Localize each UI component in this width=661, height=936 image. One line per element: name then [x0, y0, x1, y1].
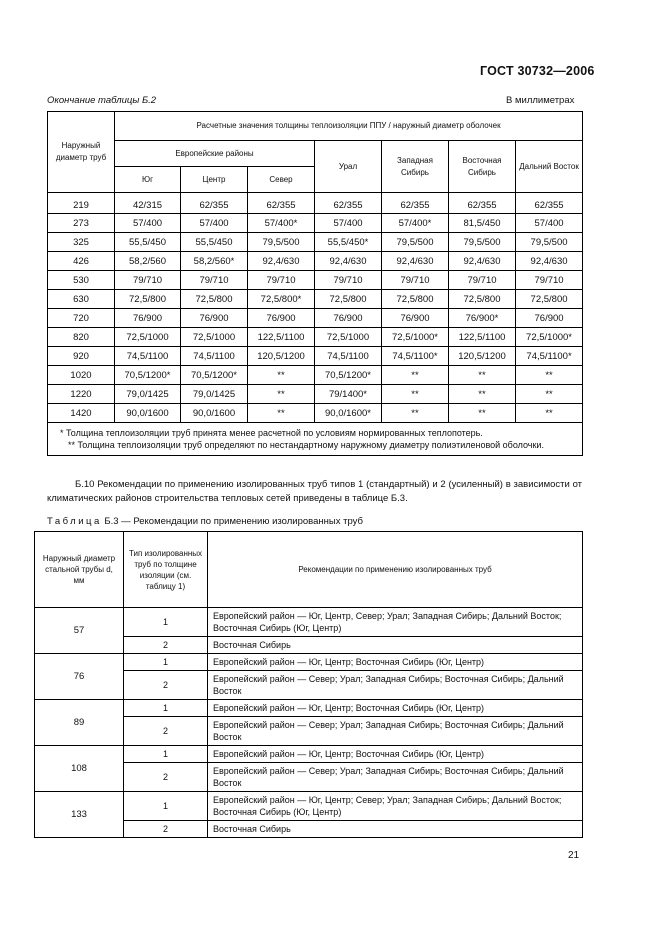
- table-row: [48, 328, 583, 347]
- cell-thickness-value: 70,5/1200*: [115, 366, 181, 385]
- cell-insulation-type: 2: [124, 763, 208, 792]
- cell-insulation-type: 2: [124, 637, 208, 654]
- cell-thickness-value: **: [516, 385, 583, 404]
- header-steel-diameter: Наружный диаметр стальной трубы d, мм: [35, 532, 124, 608]
- cell-insulation-type: 1: [124, 792, 208, 821]
- header-thickness-group: Расчетные значения толщины теплоизоляции ППУ / наружный диаметр оболочек: [115, 112, 583, 141]
- cell-thickness-value: 72,5/800: [516, 290, 583, 309]
- cell-thickness-value: 79,0/1425: [115, 385, 181, 404]
- cell-thickness-value: **: [248, 385, 315, 404]
- cell-thickness-value: 79,5/500: [382, 233, 449, 252]
- cell-steel-diameter: 108: [35, 746, 124, 792]
- cell-thickness-value: 62/355: [315, 193, 382, 214]
- cell-thickness-value: 72,5/800: [449, 290, 516, 309]
- page-number: 21: [568, 850, 580, 861]
- cell-thickness-value: 72,5/800: [315, 290, 382, 309]
- cell-thickness-value: 79/710: [449, 271, 516, 290]
- cell-thickness-value: 79,5/500: [248, 233, 315, 252]
- cell-thickness-value: 76/900: [115, 309, 181, 328]
- cell-thickness-value: 72,5/800*: [248, 290, 315, 309]
- units-label: В миллиметрах: [506, 95, 575, 106]
- cell-thickness-value: **: [449, 366, 516, 385]
- header-north: Север: [248, 167, 315, 193]
- cell-thickness-value: 79/710: [516, 271, 583, 290]
- cell-thickness-value: 79/710: [248, 271, 315, 290]
- cell-recommendation: Восточная Сибирь: [208, 637, 583, 654]
- cell-thickness-value: 76/900: [181, 309, 248, 328]
- cell-thickness-value: 79/710: [115, 271, 181, 290]
- cell-thickness-value: 90,0/1600: [181, 404, 248, 423]
- header-european-regions: Европейские районы: [115, 141, 315, 167]
- cell-pipe-diameter: 426: [48, 252, 115, 271]
- cell-recommendation: Европейский район — Юг, Центр; Север; Урал; Западная Сибирь; Дальний Восток; Восточная Сибирь (Юг, Центр): [208, 792, 583, 821]
- table-row: [48, 385, 583, 404]
- cell-thickness-value: **: [449, 385, 516, 404]
- cell-thickness-value: 76/900: [248, 309, 315, 328]
- cell-thickness-value: 72,5/800: [181, 290, 248, 309]
- header-diameter: Наружный диаметр труб: [48, 112, 115, 193]
- cell-thickness-value: 55,5/450: [115, 233, 181, 252]
- table-b3: [34, 531, 583, 838]
- table-continuation-title: Окончание таблицы Б.2: [47, 95, 157, 106]
- cell-insulation-type: 1: [124, 654, 208, 671]
- table-row: [35, 654, 583, 671]
- cell-thickness-value: **: [382, 366, 449, 385]
- cell-thickness-value: **: [449, 404, 516, 423]
- cell-thickness-value: 62/355: [248, 193, 315, 214]
- cell-thickness-value: 92,4/630: [315, 252, 382, 271]
- cell-thickness-value: 72,5/800: [382, 290, 449, 309]
- cell-thickness-value: 120,5/1200: [449, 347, 516, 366]
- cell-steel-diameter: 89: [35, 700, 124, 746]
- cell-thickness-value: 57/400: [115, 214, 181, 233]
- cell-thickness-value: 72,5/1000: [181, 328, 248, 347]
- header-south: Юг: [115, 167, 181, 193]
- cell-thickness-value: 79/710: [181, 271, 248, 290]
- cell-thickness-value: 62/355: [449, 193, 516, 214]
- table-row: [35, 700, 583, 717]
- document-code: ГОСТ 30732—2006: [480, 64, 595, 78]
- table-row: [48, 290, 583, 309]
- cell-thickness-value: 57/400*: [248, 214, 315, 233]
- cell-thickness-value: 72,5/1000: [115, 328, 181, 347]
- cell-steel-diameter: 133: [35, 792, 124, 838]
- cell-thickness-value: 72,5/1000*: [382, 328, 449, 347]
- cell-thickness-value: 42/315: [115, 193, 181, 214]
- cell-thickness-value: 92,4/630: [248, 252, 315, 271]
- cell-thickness-value: 74,5/1100*: [382, 347, 449, 366]
- table-row: [48, 193, 583, 214]
- cell-recommendation: Европейский район — Юг, Центр; Восточная Сибирь (Юг, Центр): [208, 654, 583, 671]
- cell-pipe-diameter: 720: [48, 309, 115, 328]
- cell-thickness-value: 57/400: [181, 214, 248, 233]
- cell-recommendation: Европейский район — Север; Урал; Западная Сибирь; Восточная Сибирь; Дальний Восток: [208, 717, 583, 746]
- cell-thickness-value: 79,5/500: [449, 233, 516, 252]
- cell-thickness-value: 55,5/450: [181, 233, 248, 252]
- table-b2: [47, 111, 583, 456]
- cell-thickness-value: 72,5/800: [115, 290, 181, 309]
- cell-thickness-value: **: [248, 404, 315, 423]
- cell-thickness-value: 74,5/1100: [315, 347, 382, 366]
- cell-thickness-value: 122,5/1100: [248, 328, 315, 347]
- cell-thickness-value: 92,4/630: [449, 252, 516, 271]
- cell-pipe-diameter: 530: [48, 271, 115, 290]
- cell-insulation-type: 2: [124, 821, 208, 838]
- cell-thickness-value: 90,0/1600: [115, 404, 181, 423]
- table-row: [35, 746, 583, 763]
- cell-thickness-value: 70,5/1200*: [315, 366, 382, 385]
- cell-thickness-value: **: [382, 404, 449, 423]
- table-b3-title-rest: Б.3 — Рекомендации по применению изолированных труб: [101, 516, 363, 527]
- cell-thickness-value: 72,5/1000*: [516, 328, 583, 347]
- cell-pipe-diameter: 325: [48, 233, 115, 252]
- cell-insulation-type: 1: [124, 746, 208, 763]
- cell-thickness-value: 79/710: [315, 271, 382, 290]
- header-recommendations: Рекомендации по применению изолированных труб: [208, 532, 583, 608]
- paragraph-b10: Б.10 Рекомендации по применению изолированных труб типов 1 (стандартный) и 2 (усиленный) в зависимости от климатических районов строительства тепловых сетей приведены в таблице Б.3.: [47, 479, 582, 504]
- table-row: [48, 271, 583, 290]
- table-row: [48, 347, 583, 366]
- cell-thickness-value: 79,0/1425: [181, 385, 248, 404]
- table-row: [35, 792, 583, 821]
- cell-thickness-value: 76/900: [516, 309, 583, 328]
- cell-thickness-value: 57/400: [516, 214, 583, 233]
- header-center: Центр: [181, 167, 248, 193]
- table-row: [48, 309, 583, 328]
- table-b3-title: [47, 516, 363, 527]
- header-west-siberia: Западная Сибирь: [382, 141, 449, 193]
- cell-recommendation: Европейский район — Север; Урал; Западная Сибирь; Восточная Сибирь; Дальний Восток: [208, 763, 583, 792]
- header-ural: Урал: [315, 141, 382, 193]
- cell-thickness-value: 76/900: [382, 309, 449, 328]
- cell-thickness-value: 74,5/1100*: [516, 347, 583, 366]
- cell-thickness-value: 74,5/1100: [181, 347, 248, 366]
- cell-thickness-value: 79/710: [382, 271, 449, 290]
- cell-thickness-value: 58,2/560: [115, 252, 181, 271]
- cell-pipe-diameter: 1220: [48, 385, 115, 404]
- cell-thickness-value: 74,5/1100: [115, 347, 181, 366]
- cell-thickness-value: 79,5/500: [516, 233, 583, 252]
- cell-thickness-value: **: [516, 366, 583, 385]
- cell-thickness-value: 90,0/1600*: [315, 404, 382, 423]
- cell-recommendation: Восточная Сибирь: [208, 821, 583, 838]
- cell-recommendation: Европейский район — Север; Урал; Западная Сибирь; Восточная Сибирь; Дальний Восток: [208, 671, 583, 700]
- header-far-east: Дальний Восток: [516, 141, 583, 193]
- cell-thickness-value: 92,4/630: [516, 252, 583, 271]
- cell-pipe-diameter: 920: [48, 347, 115, 366]
- cell-insulation-type: 1: [124, 700, 208, 717]
- cell-pipe-diameter: 820: [48, 328, 115, 347]
- table-row: [48, 233, 583, 252]
- cell-thickness-value: 81,5/450: [449, 214, 516, 233]
- table-row: [48, 404, 583, 423]
- cell-pipe-diameter: 219: [48, 193, 115, 214]
- cell-insulation-type: 2: [124, 671, 208, 700]
- cell-thickness-value: 72,5/1000: [315, 328, 382, 347]
- cell-thickness-value: 76/900: [315, 309, 382, 328]
- cell-pipe-diameter: 1420: [48, 404, 115, 423]
- cell-thickness-value: 92,4/630: [382, 252, 449, 271]
- cell-recommendation: Европейский район — Юг, Центр, Север; Урал; Западная Сибирь; Дальний Восток; Восточная Сибирь (Юг, Центр): [208, 608, 583, 637]
- cell-recommendation: Европейский район — Юг, Центр; Восточная Сибирь (Юг, Центр): [208, 700, 583, 717]
- cell-thickness-value: 62/355: [181, 193, 248, 214]
- cell-steel-diameter: 57: [35, 608, 124, 654]
- cell-pipe-diameter: 273: [48, 214, 115, 233]
- cell-steel-diameter: 76: [35, 654, 124, 700]
- cell-thickness-value: 55,5/450*: [315, 233, 382, 252]
- table-row: [48, 366, 583, 385]
- cell-thickness-value: 57/400*: [382, 214, 449, 233]
- cell-recommendation: Европейский район — Юг, Центр; Восточная Сибирь (Юг, Центр): [208, 746, 583, 763]
- cell-insulation-type: 1: [124, 608, 208, 637]
- cell-thickness-value: **: [382, 385, 449, 404]
- table-notes: [48, 423, 583, 456]
- cell-thickness-value: 79/1400*: [315, 385, 382, 404]
- cell-thickness-value: 120,5/1200: [248, 347, 315, 366]
- cell-thickness-value: 62/355: [516, 193, 583, 214]
- cell-thickness-value: 58,2/560*: [181, 252, 248, 271]
- cell-insulation-type: 2: [124, 717, 208, 746]
- cell-thickness-value: **: [248, 366, 315, 385]
- header-insulation-type: Тип изолированных труб по толщине изоляции (см. таблицу 1): [124, 532, 208, 608]
- header-east-siberia: Восточная Сибирь: [449, 141, 516, 193]
- cell-thickness-value: 122,5/1100: [449, 328, 516, 347]
- footnote-double-asterisk: ** Толщина теплоизоляции труб определяют по нестандартному наружному диаметру полиэтиленовой оболочки.: [68, 440, 544, 450]
- table-row: [35, 608, 583, 637]
- cell-pipe-diameter: 630: [48, 290, 115, 309]
- cell-thickness-value: 57/400: [315, 214, 382, 233]
- table-row: [48, 252, 583, 271]
- cell-pipe-diameter: 1020: [48, 366, 115, 385]
- cell-thickness-value: **: [516, 404, 583, 423]
- footnote-single-asterisk: * Толщина теплоизоляции труб принята менее расчетной по условиям нормированных теплопотерь.: [60, 428, 483, 438]
- table-b3-title-prefix: Таблица: [47, 516, 102, 527]
- cell-thickness-value: 70,5/1200*: [181, 366, 248, 385]
- cell-thickness-value: 62/355: [382, 193, 449, 214]
- cell-thickness-value: 76/900*: [449, 309, 516, 328]
- table-row: [48, 214, 583, 233]
